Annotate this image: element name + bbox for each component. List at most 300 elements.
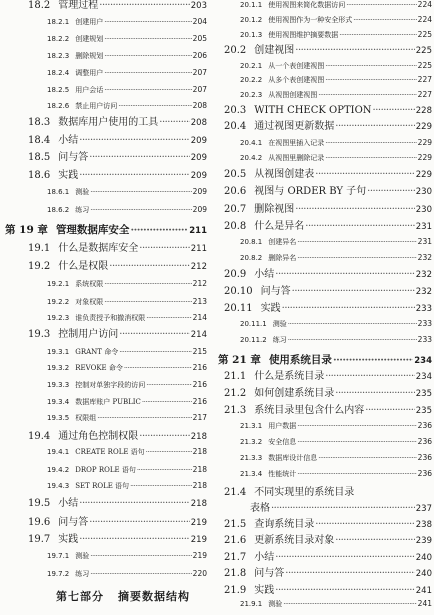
- toc-page-number: 227: [417, 90, 432, 99]
- toc-page-number: 236: [417, 469, 432, 478]
- toc-subsection-entry[interactable]: [47, 52, 207, 60]
- toc-entry-number: 21.7: [224, 552, 247, 563]
- toc-subsection-entry[interactable]: [47, 102, 207, 110]
- toc-section-entry[interactable]: [224, 122, 432, 132]
- toc-entry-title: 使用视图作为一种安全形式: [268, 16, 353, 24]
- toc-entry-title: 小结: [254, 552, 275, 563]
- toc-entry-title: 从视图创建表: [254, 169, 315, 180]
- toc-entry-title: 创建规划: [75, 35, 104, 43]
- toc-entry-number: 20.9: [224, 269, 247, 280]
- toc-subsection-entry[interactable]: [47, 188, 207, 196]
- toc-page-number: 218: [192, 447, 207, 456]
- toc-entry-title: 创建视图: [254, 45, 295, 56]
- toc-entry-title: CREATE ROLE 语句: [75, 448, 145, 456]
- toc-entry-title: 小结: [58, 135, 79, 146]
- toc-subsection-entry[interactable]: [240, 31, 432, 39]
- toc-entry-title: 视图与 ORDER BY 子句: [254, 186, 367, 197]
- toc-leader-dots: [79, 535, 190, 545]
- toc-leader-dots: [104, 70, 191, 77]
- toc-entry-number: 20.10: [224, 286, 253, 297]
- toc-page-number: 229: [417, 138, 432, 147]
- toc-entry-number: 20.8.2: [240, 254, 263, 262]
- toc-section-entry[interactable]: [224, 205, 432, 215]
- toc-leader-dots: [285, 569, 415, 579]
- toc-page-number: 230: [415, 187, 432, 197]
- toc-entry-number: 20.4: [224, 121, 247, 132]
- toc-page-number: 234: [415, 372, 432, 382]
- toc-entry-title: 测验: [75, 552, 90, 560]
- toc-entry-number: 21.3.2: [240, 438, 263, 446]
- toc-section-entry[interactable]: [224, 488, 432, 498]
- toc-section-entry[interactable]: [224, 304, 432, 314]
- toc-page-number: 240: [415, 553, 432, 563]
- toc-entry-number: 19.3: [28, 329, 51, 340]
- toc-leader-dots: [275, 586, 415, 596]
- toc-subsection-entry[interactable]: [240, 16, 432, 24]
- toc-subsection-entry[interactable]: [47, 414, 207, 422]
- toc-leader-dots: [271, 504, 415, 514]
- toc-entry-title: 更新系统目录对象: [254, 535, 335, 546]
- toc-page-number: 232: [415, 270, 432, 280]
- toc-subsection-entry[interactable]: [240, 1, 432, 9]
- toc-entry-number: 18.2.6: [47, 102, 70, 110]
- toc-section-entry[interactable]: [224, 106, 432, 116]
- toc-page-number: 213: [192, 297, 207, 306]
- toc-entry-title: DROP ROLE 语句: [75, 466, 136, 474]
- toc-entry-number: 第 19 章: [5, 224, 48, 236]
- toc-section-entry[interactable]: [28, 518, 207, 528]
- toc-section-entry[interactable]: [28, 244, 207, 254]
- toc-entry-number: 18.5: [28, 152, 51, 163]
- toc-page-number: 241: [415, 586, 432, 596]
- toc-subsection-entry[interactable]: [47, 381, 207, 389]
- toc-page-number: 228: [415, 106, 432, 116]
- toc-entry-number: 20.6: [224, 186, 247, 197]
- toc-entry-number: 18.6.1: [47, 188, 70, 196]
- toc-page-number: 233: [417, 319, 432, 328]
- toc-leader-dots: [90, 207, 191, 214]
- toc-page-number: 231: [417, 237, 432, 246]
- toc-page-number: 207: [192, 68, 207, 77]
- toc-subsection-entry[interactable]: [47, 348, 207, 356]
- toc-entry-number: 19.3.3: [47, 381, 70, 389]
- toc-entry-title: 使用视图维护摘要数据: [268, 31, 339, 39]
- toc-subsection-entry[interactable]: [47, 364, 207, 372]
- toc-page-number: 203: [190, 1, 207, 11]
- toc-subsection-entry[interactable]: [47, 206, 207, 214]
- toc-leader-dots: [159, 118, 190, 128]
- toc-section-entry[interactable]: [28, 535, 207, 545]
- toc-page-number: 217: [192, 413, 207, 422]
- toc-leader-dots: [373, 106, 415, 116]
- toc-entry-number: 18.2.4: [47, 69, 70, 77]
- toc-page-number: 211: [190, 244, 207, 254]
- toc-entry-title: 谁负责授予和撤消权限: [75, 314, 146, 322]
- toc-page-number: 238: [415, 520, 432, 530]
- toc-page-number: 232: [417, 253, 432, 262]
- toc-entry-number: 18.2.2: [47, 35, 70, 43]
- toc-entry-title: 数据库用户使用的工具: [58, 117, 159, 128]
- toc-page-number: 215: [192, 347, 207, 356]
- toc-leader-dots: [283, 601, 416, 608]
- toc-entry-number: 19.7.2: [47, 570, 70, 578]
- toc-section-entry[interactable]: [224, 187, 432, 197]
- part-heading: [56, 588, 190, 604]
- toc-entry-number: 19.6: [28, 517, 51, 528]
- toc-entry-title: 用户会话: [75, 86, 104, 94]
- toc-leader-dots: [325, 77, 416, 84]
- toc-page-number: 219: [190, 518, 207, 528]
- toc-leader-dots: [346, 2, 416, 9]
- toc-entry-number: 20.2.3: [240, 91, 263, 99]
- toc-entry-title: 从视图里删除记录: [268, 154, 325, 162]
- toc-entry-title: 问与答: [58, 152, 89, 163]
- toc-page-number: 208: [192, 101, 207, 110]
- toc-entry-number: 18.2.1: [47, 18, 70, 26]
- toc-section-entry[interactable]: [28, 171, 207, 181]
- toc-entry-title: 安全信息: [268, 438, 297, 446]
- toc-leader-dots: [79, 171, 190, 181]
- toc-section-entry[interactable]: [28, 1, 207, 11]
- toc-leader-dots: [335, 389, 415, 399]
- toc-entry-number: 20.11.1: [240, 320, 267, 328]
- toc-subsection-entry[interactable]: [47, 552, 207, 560]
- toc-subsection-entry[interactable]: [240, 454, 432, 462]
- toc-entry-title: 问与答: [58, 517, 89, 528]
- toc-entry-number: 19.3.5: [47, 414, 70, 422]
- toc-subsection-entry[interactable]: [240, 154, 432, 162]
- toc-entry-number: 18.2.3: [47, 52, 70, 60]
- toc-subsection-entry[interactable]: [47, 570, 207, 578]
- toc-leader-dots: [104, 281, 191, 288]
- toc-page-number: 232: [415, 287, 432, 297]
- toc-section-entry-continued[interactable]: [250, 504, 432, 514]
- toc-page-number: 209: [192, 205, 207, 214]
- toc-section-entry[interactable]: [28, 153, 207, 163]
- toc-leader-dots: [297, 423, 416, 430]
- toc-subsection-entry[interactable]: [47, 482, 207, 490]
- toc-section-entry[interactable]: [224, 222, 432, 232]
- toc-page-number: 220: [192, 569, 207, 578]
- toc-leader-dots: [275, 270, 415, 280]
- toc-entry-number: 19.4.3: [47, 482, 70, 490]
- toc-subsection-entry[interactable]: [240, 438, 432, 446]
- toc-page-number: 218: [192, 465, 207, 474]
- toc-leader-dots: [297, 471, 416, 478]
- toc-entry-number: 20.8: [224, 221, 247, 232]
- toc-page-number: 241: [417, 599, 432, 608]
- toc-page-number: 209: [190, 153, 207, 163]
- toc-section-entry[interactable]: [224, 520, 432, 530]
- toc-entry-title: 什么是数据库安全: [58, 243, 139, 254]
- toc-entry-title-continued: 表格: [250, 503, 270, 514]
- toc-page-number: 225: [417, 30, 432, 39]
- toc-entry-title: 查询系统目录: [254, 519, 315, 530]
- toc-entry-title: 测验: [75, 188, 90, 196]
- toc-page-number: 236: [417, 453, 432, 462]
- toc-section-entry[interactable]: [28, 432, 207, 442]
- toc-section-entry[interactable]: [224, 536, 432, 546]
- toc-leader-dots: [325, 155, 416, 162]
- toc-entry-number: 18.4: [28, 135, 51, 146]
- toc-page-number: 204: [192, 17, 207, 26]
- toc-entry-title: 用户数据: [268, 422, 297, 430]
- toc-page-number: 224: [417, 15, 432, 24]
- toc-entry-title: 什么是权限: [58, 261, 109, 272]
- toc-entry-number: 18.6.2: [47, 206, 70, 214]
- toc-entry-number: 21.1: [224, 371, 247, 382]
- toc-section-entry[interactable]: [224, 46, 432, 56]
- toc-leader-dots: [315, 170, 415, 180]
- toc-entry-number: 20.11: [224, 303, 253, 314]
- toc-leader-dots: [124, 365, 192, 372]
- toc-page-number: 219: [190, 535, 207, 545]
- toc-subsection-entry[interactable]: [47, 86, 207, 94]
- toc-subsection-entry[interactable]: [47, 280, 207, 288]
- toc-page-number: 211: [189, 226, 207, 236]
- toc-leader-dots: [315, 520, 415, 530]
- toc-entry-title: 通过角色控制权限: [58, 431, 139, 442]
- toc-entry-number: 20.1.2: [240, 16, 263, 24]
- toc-leader-dots: [288, 337, 417, 344]
- toc-leader-dots: [119, 330, 190, 340]
- toc-section-entry[interactable]: [224, 553, 432, 563]
- toc-entry-number: 20.3: [224, 105, 247, 116]
- toc-page-number: 227: [417, 75, 432, 84]
- toc-subsection-entry[interactable]: [47, 35, 207, 43]
- toc-subsection-entry[interactable]: [47, 18, 207, 26]
- toc-section-entry[interactable]: [224, 586, 432, 596]
- toc-entry-number: 20.8.1: [240, 238, 263, 246]
- toc-leader-dots: [339, 32, 416, 39]
- toc-section-entry[interactable]: [224, 287, 432, 297]
- toc-page-number: 205: [192, 34, 207, 43]
- toc-page-number: 206: [192, 51, 207, 60]
- toc-entry-title: 控制对单独字段的访问: [75, 381, 146, 389]
- toc-subsection-entry[interactable]: [47, 398, 207, 406]
- toc-page-number: 214: [190, 330, 207, 340]
- toc-entry-number: 20.1.1: [240, 1, 263, 9]
- toc-entry-title: 性能统计: [268, 470, 297, 478]
- toc-page-number: 209: [190, 171, 207, 181]
- toc-entry-number: 20.2.1: [240, 62, 263, 70]
- toc-entry-title: 练习: [75, 206, 90, 214]
- toc-leader-dots: [295, 205, 415, 215]
- toc-subsection-entry[interactable]: [240, 76, 432, 84]
- toc-page-number: 229: [417, 153, 432, 162]
- toc-leader-dots: [297, 439, 416, 446]
- toc-subsection-entry[interactable]: [47, 448, 207, 456]
- toc-entry-number: 20.4.2: [240, 154, 263, 162]
- toc-entry-number: 20.4.1: [240, 139, 263, 147]
- toc-leader-dots: [89, 153, 190, 163]
- toc-leader-dots: [109, 262, 190, 272]
- toc-entry-number: 18.6: [28, 170, 51, 181]
- toc-entry-number: 19.4.1: [47, 448, 70, 456]
- toc-entry-title: 测验: [268, 600, 283, 608]
- toc-entry-title: 系统目录里包含什么内容: [254, 405, 365, 416]
- toc-entry-number: 18.2.5: [47, 86, 70, 94]
- toc-page-number: 235: [415, 406, 432, 416]
- toc-entry-number: 21.8: [224, 568, 247, 579]
- toc-leader-dots: [130, 483, 192, 490]
- toc-entry-title: 通过视图更新数据: [254, 121, 335, 132]
- toc-leader-dots: [146, 449, 192, 456]
- toc-entry-number: 21.3: [224, 405, 247, 416]
- toc-entry-title: 数据库设计信息: [268, 454, 318, 462]
- toc-subsection-entry[interactable]: [240, 470, 432, 478]
- toc-leader-dots: [79, 499, 190, 509]
- toc-section-entry[interactable]: [28, 330, 207, 340]
- toc-entry-title: 控制用户访问: [58, 329, 119, 340]
- toc-leader-dots: [305, 222, 415, 232]
- toc-section-entry[interactable]: [224, 372, 432, 382]
- toc-entry-number: 21.5: [224, 519, 247, 530]
- toc-entry-title: 系统权限: [75, 280, 104, 288]
- toc-entry-number: 19.7: [28, 534, 51, 545]
- toc-entry-number: 19.2: [28, 261, 51, 272]
- toc-entry-number: 20.2.2: [240, 76, 263, 84]
- toc-subsection-entry[interactable]: [240, 336, 432, 344]
- toc-entry-title: 权限组: [75, 414, 97, 422]
- toc-page-number: 212: [192, 279, 207, 288]
- toc-section-entry[interactable]: [224, 270, 432, 280]
- toc-entry-number: 21.3.1: [240, 422, 263, 430]
- toc-page-number: 216: [192, 363, 207, 372]
- toc-entry-title: 不同实现里的系统目录: [254, 487, 355, 498]
- toc-entry-title: 问与答: [260, 286, 291, 297]
- toc-entry-number: 19.7.1: [47, 552, 70, 560]
- toc-entry-number: 19.5: [28, 498, 51, 509]
- toc-leader-dots: [90, 553, 191, 560]
- toc-page-number: 237: [415, 504, 432, 514]
- toc-subsection-entry[interactable]: [240, 320, 432, 328]
- toc-entry-title: 创建用户: [75, 18, 104, 26]
- toc-section-entry[interactable]: [224, 406, 432, 416]
- toc-entry-number: 第 21 章: [218, 354, 261, 366]
- toc-page-number: 236: [417, 421, 432, 430]
- toc-entry-title: 什么是异名: [254, 221, 305, 232]
- toc-entry-number: 19.3.1: [47, 348, 70, 356]
- toc-page-number: 209: [192, 187, 207, 196]
- toc-entry-number: 20.1.3: [240, 31, 263, 39]
- toc-leader-dots: [104, 36, 191, 43]
- toc-section-entry[interactable]: [28, 136, 207, 146]
- toc-leader-dots: [130, 225, 188, 236]
- toc-entry-title: 在视图里插入记录: [268, 139, 325, 147]
- toc-subsection-entry[interactable]: [47, 69, 207, 77]
- toc-entry-title: 删除规划: [75, 52, 104, 60]
- toc-page-number: 234: [414, 356, 432, 366]
- toc-leader-dots: [104, 53, 191, 60]
- toc-entry-title: SET ROLE 语句: [75, 482, 130, 490]
- toc-entry-number: 20.5: [224, 169, 247, 180]
- toc-page-number: 230: [415, 205, 432, 215]
- toc-entry-title: 管理数据库安全: [55, 224, 130, 236]
- toc-page-number: 224: [417, 0, 432, 9]
- toc-leader-dots: [97, 415, 191, 422]
- toc-entry-number: 19.1: [28, 243, 51, 254]
- toc-entry-title: 使用系统目录: [268, 354, 332, 366]
- toc-entry-title: REVOKE 命令: [75, 364, 123, 372]
- part-title: 摘要数据结构: [118, 590, 190, 603]
- toc-entry-number: 21.9: [224, 585, 247, 596]
- toc-leader-dots: [275, 553, 415, 563]
- toc-section-entry[interactable]: [28, 499, 207, 509]
- toc-entry-number: 19.2.2: [47, 298, 70, 306]
- toc-chapter-entry[interactable]: [5, 225, 207, 236]
- toc-subsection-entry[interactable]: [240, 600, 432, 608]
- toc-leader-dots: [297, 255, 416, 262]
- toc-entry-title: 问与答: [254, 568, 285, 579]
- toc-subsection-entry[interactable]: [47, 466, 207, 474]
- toc-page-number: 236: [417, 437, 432, 446]
- toc-entry-number: 20.2: [224, 45, 247, 56]
- toc-section-entry[interactable]: [224, 389, 432, 399]
- toc-leader-dots: [137, 467, 192, 474]
- toc-subsection-entry[interactable]: [240, 254, 432, 262]
- toc-subsection-entry[interactable]: [47, 314, 207, 322]
- toc-leader-dots: [353, 17, 416, 24]
- toc-entry-number: 21.3.4: [240, 470, 263, 478]
- toc-leader-dots: [146, 382, 191, 389]
- toc-entry-title: 管理过程: [58, 0, 99, 11]
- toc-page-number: 225: [415, 46, 432, 56]
- toc-entry-title: 从视图创建视图: [268, 91, 318, 99]
- toc-entry-title: 调整用户: [75, 69, 104, 77]
- toc-leader-dots: [89, 518, 190, 528]
- toc-section-entry[interactable]: [28, 262, 207, 272]
- toc-entry-title: 禁止用户访问: [75, 102, 118, 110]
- toc-entry-number: 20.11.2: [240, 336, 267, 344]
- toc-subsection-entry[interactable]: [47, 298, 207, 306]
- toc-leader-dots: [142, 399, 192, 406]
- toc-leader-dots: [333, 355, 413, 366]
- toc-section-entry[interactable]: [224, 170, 432, 180]
- part-number: 第七部分: [56, 590, 104, 603]
- toc-leader-dots: [282, 304, 415, 314]
- toc-leader-dots: [335, 536, 415, 546]
- toc-entry-title: 练习: [75, 570, 90, 578]
- toc-entry-number: 19.3.2: [47, 364, 70, 372]
- toc-entry-number: 21.6: [224, 535, 247, 546]
- toc-subsection-entry[interactable]: [240, 139, 432, 147]
- toc-leader-dots: [104, 19, 191, 26]
- toc-page-number: 219: [192, 551, 207, 560]
- toc-entry-number: 18.2: [28, 0, 51, 11]
- toc-page-number: 239: [415, 536, 432, 546]
- toc-subsection-entry[interactable]: [240, 238, 432, 246]
- toc-entry-number: 21.4: [224, 487, 247, 498]
- toc-page-number: 212: [190, 262, 207, 272]
- toc-leader-dots: [325, 63, 416, 70]
- toc-entry-title: 对象权限: [75, 298, 104, 306]
- toc-section-entry[interactable]: [224, 569, 432, 579]
- toc-section-entry[interactable]: [28, 118, 207, 128]
- toc-entry-title: 实践: [260, 303, 281, 314]
- toc-page-number: 218: [190, 432, 207, 442]
- toc-subsection-entry[interactable]: [240, 422, 432, 430]
- toc-chapter-entry[interactable]: [218, 355, 432, 366]
- toc-subsection-entry[interactable]: [240, 62, 432, 70]
- toc-leader-dots: [118, 103, 191, 110]
- toc-entry-title: 从一个表创建视图: [268, 62, 325, 70]
- toc-entry-title: 练习: [272, 336, 287, 344]
- toc-leader-dots: [99, 1, 190, 11]
- toc-entry-number: 19.2.3: [47, 314, 70, 322]
- toc-entry-number: 19.3.4: [47, 398, 70, 406]
- toc-subsection-entry[interactable]: [240, 91, 432, 99]
